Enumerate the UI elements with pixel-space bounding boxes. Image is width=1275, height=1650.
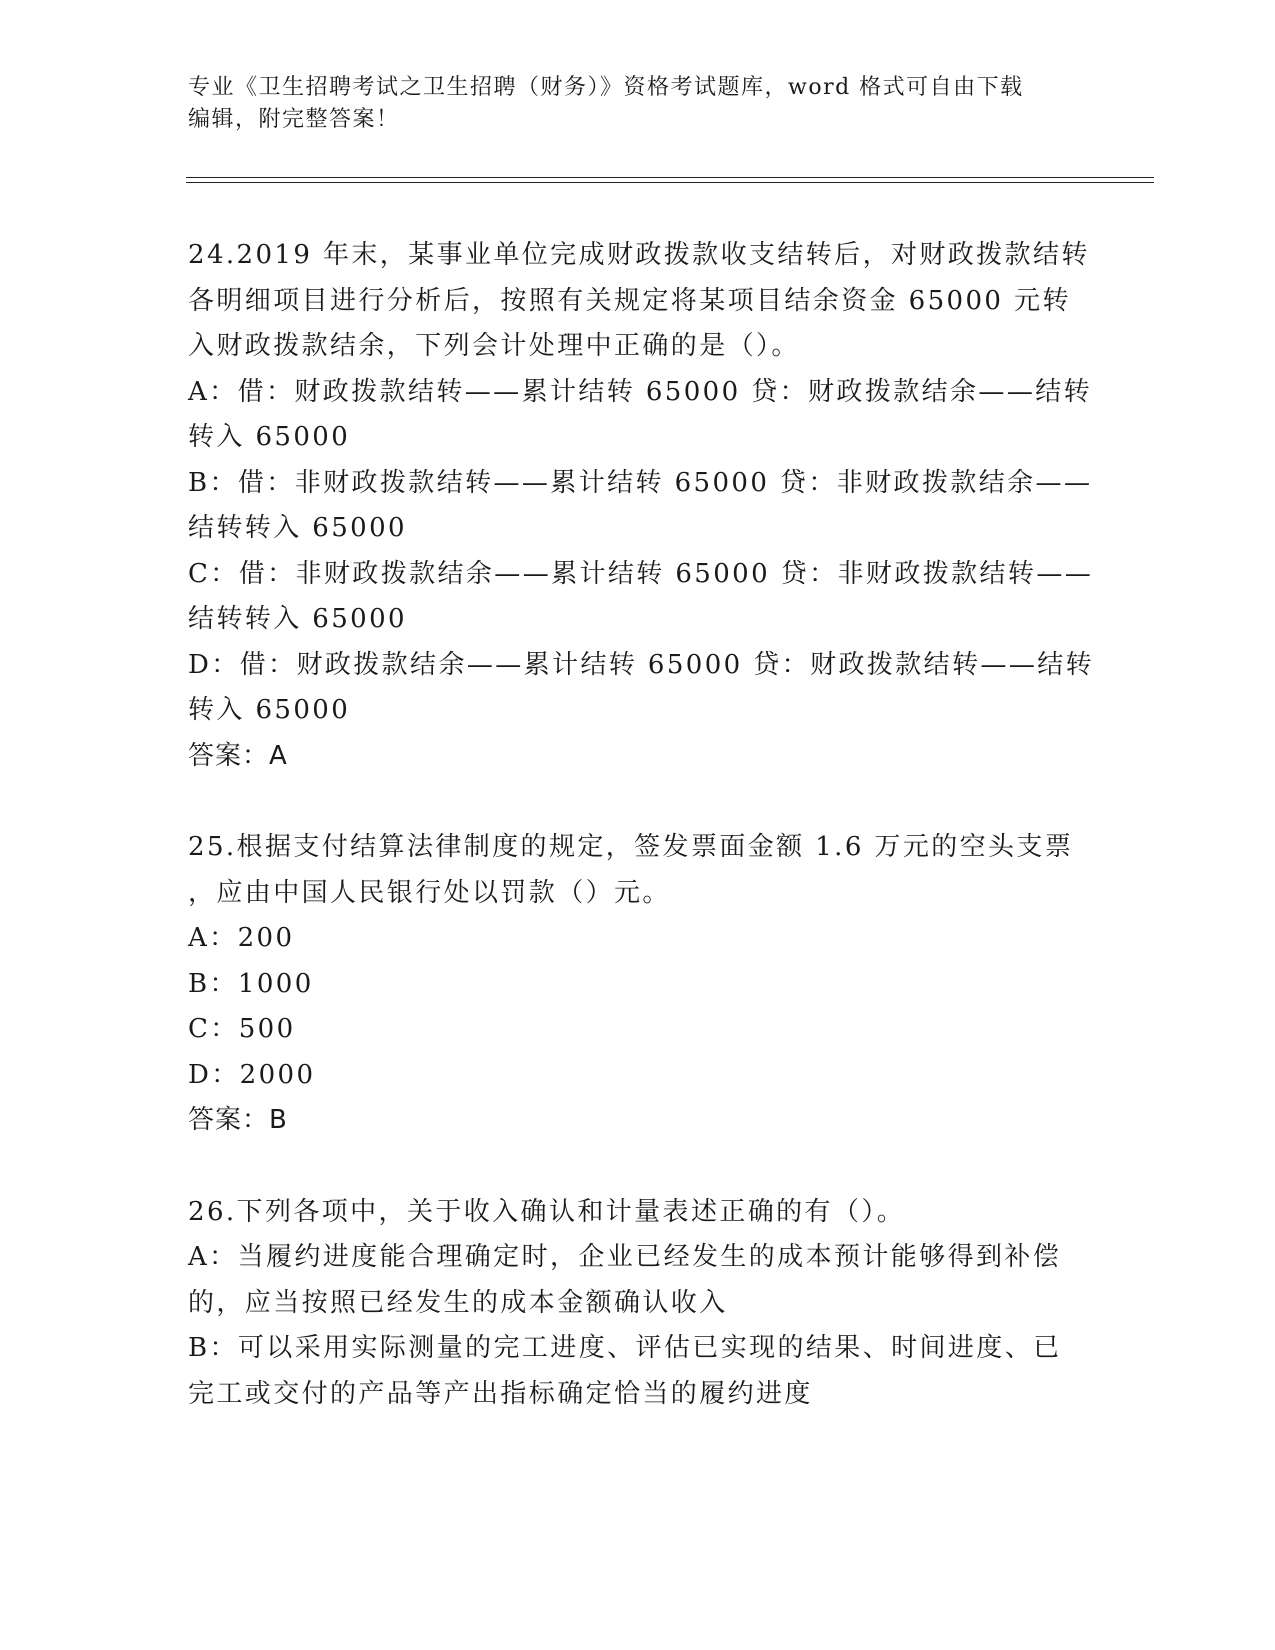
question-25-line-2: ，应由中国人民银行处以罚款（）元。: [188, 877, 671, 908]
question-25-option-b: B：1000: [188, 968, 314, 999]
document-header: [188, 72, 1068, 136]
question-24-option-b-cont: 结转转入 65000: [188, 513, 407, 543]
question-24-option-b: B：借：非财政拨款结转——累计结转 65000 贷：非财政拨款结余——: [188, 467, 1093, 498]
header-divider-bottom: [186, 182, 1154, 183]
question-24-line-3: 入财政拨款结余，下列会计处理中正确的是（）。: [188, 331, 800, 361]
question-24-answer: 答案：A: [188, 740, 288, 771]
question-24-option-d-cont: 转入 65000: [188, 695, 351, 725]
question-24-option-a-cont: 转入 65000: [188, 422, 351, 452]
question-24-option-c-cont: 结转转入 65000: [188, 604, 407, 634]
question-25: [188, 825, 1088, 1144]
question-25-line-1: 25.根据支付结算法律制度的规定，签发票面金额 1.6 万元的空头支票: [188, 832, 1074, 862]
question-26-option-b-cont: 完工或交付的产品等产出指标确定恰当的履约进度: [188, 1378, 813, 1409]
question-25-option-d: D：2000: [188, 1059, 316, 1090]
question-25-option-a: A：200: [188, 923, 295, 953]
question-24-option-a: A：借：财政拨款结转——累计结转 65000 贷：财政拨款结余——结转: [188, 376, 1093, 407]
question-24-line-2: 各明细项目进行分析后，按照有关规定将某项目结余资金 65000 元转: [188, 285, 1071, 316]
question-list: [188, 233, 1095, 1417]
question-24-option-c: C：借：非财政拨款结余——累计结转 65000 贷：非财政拨款结转——: [188, 558, 1094, 589]
question-24: [188, 233, 1095, 779]
question-26-line-1: 26.下列各项中，关于收入确认和计量表述正确的有（）。: [188, 1196, 906, 1227]
header-line-1: 专业《卫生招聘考试之卫生招聘（财务）》资格考试题库，word 格式可自由下载: [188, 75, 1024, 100]
question-26-option-a: A：当履约进度能合理确定时，企业已经发生的成本预计能够得到补偿: [188, 1242, 1062, 1272]
question-26-option-a-cont: 的，应当按照已经发生的成本金额确认收入: [188, 1287, 728, 1318]
header-line-2: 编辑，附完整答案！: [188, 107, 400, 132]
question-25-answer: 答案：B: [188, 1105, 288, 1135]
question-spacer: [188, 779, 1088, 825]
question-spacer: [188, 1144, 1088, 1190]
question-26-option-b: B：可以采用实际测量的完工进度、评估已实现的结果、时间进度、已: [188, 1333, 1062, 1363]
question-25-option-c: C：500: [188, 1014, 296, 1044]
question-26: [188, 1190, 1088, 1418]
question-24-line-1: 24.2019 年末，某事业单位完成财政拨款收支结转后，对财政拨款结转: [188, 240, 1090, 270]
header-divider-top: [186, 177, 1154, 178]
question-24-option-d: D：借：财政拨款结余——累计结转 65000 贷：财政拨款结转——结转: [188, 649, 1095, 680]
